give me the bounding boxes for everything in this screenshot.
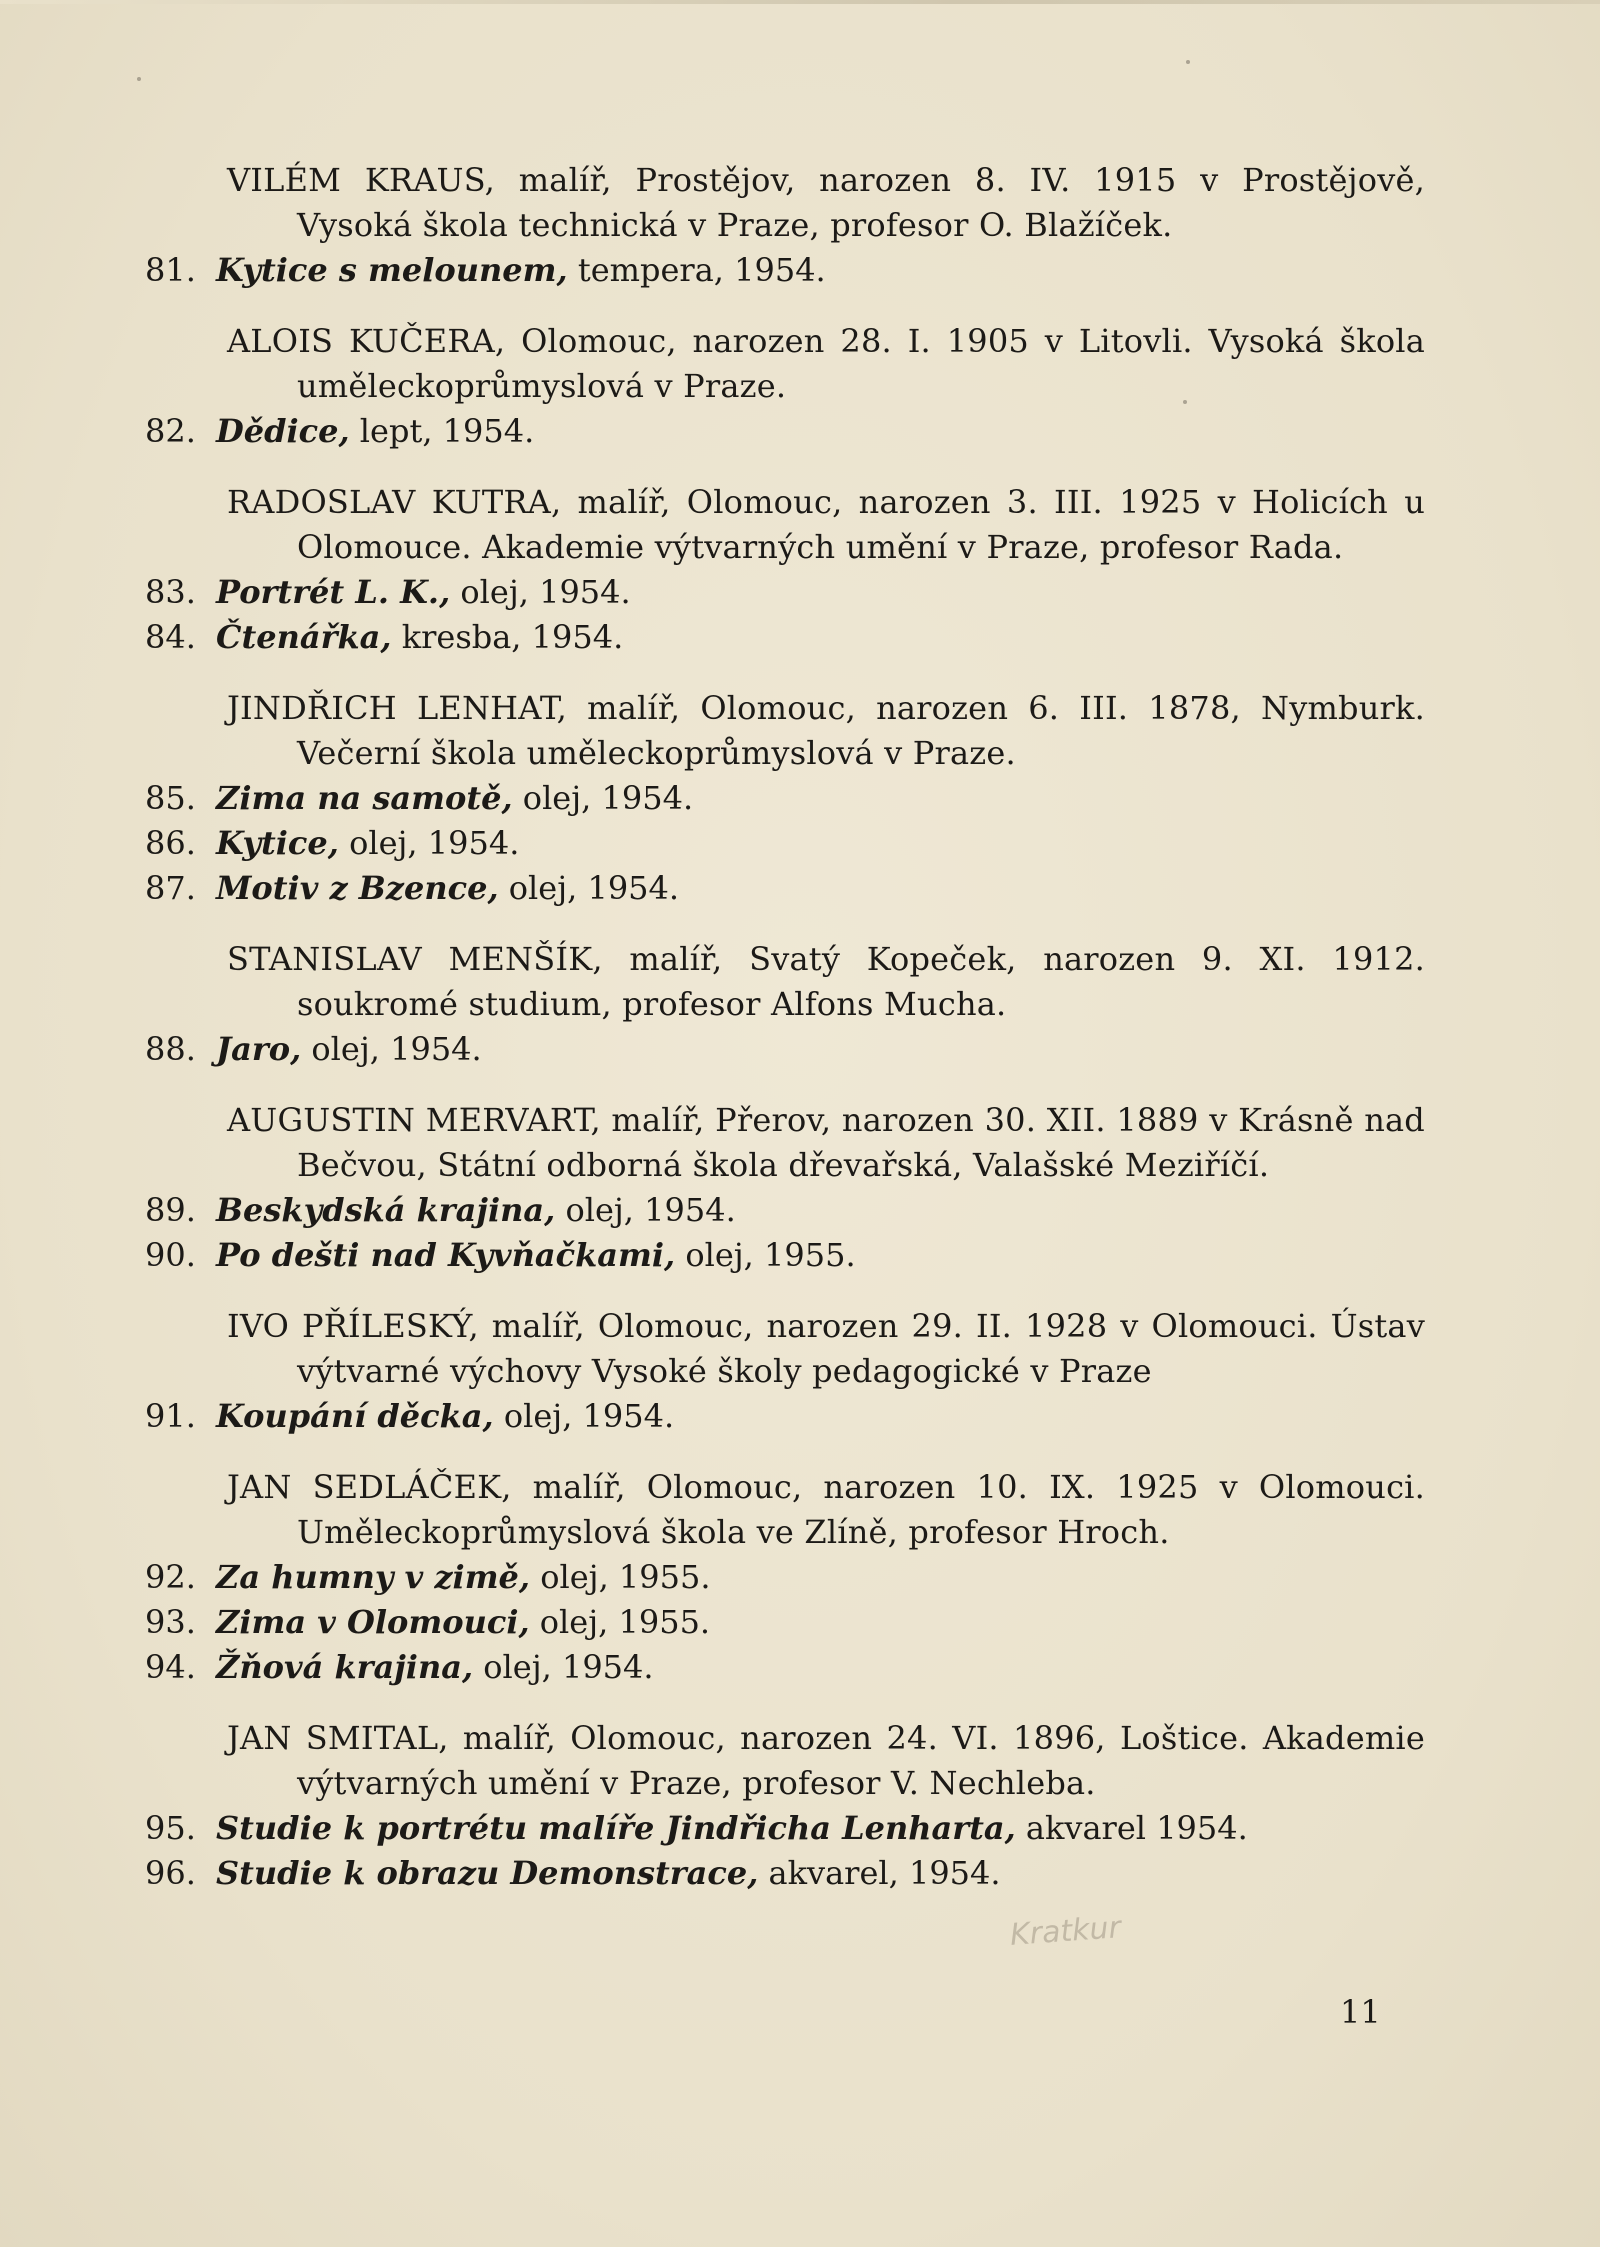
artwork-number: 95. <box>145 1809 196 1847</box>
entry-gap <box>145 1690 1425 1716</box>
artwork-item <box>145 1233 1425 1278</box>
artwork-text <box>216 1188 736 1233</box>
entry-gap <box>145 911 1425 937</box>
artwork-details: olej, 1954. <box>512 779 694 817</box>
artwork-number: 96. <box>145 1854 196 1892</box>
top-edge <box>0 0 1600 4</box>
artwork-text <box>216 1027 482 1072</box>
artwork-number: 91. <box>145 1397 196 1435</box>
artwork-details: olej, 1955. <box>675 1236 856 1274</box>
artwork-text <box>216 1645 654 1690</box>
artist-entry: AUGUSTIN MERVART, malíř, Přerov, narozen 30. XII. 1889 v Krásně nad Bečvou, Státní odborná škola dřevařská, Valašské Meziříčí. <box>227 1101 1425 1184</box>
artist-entry: JAN SMITAL, malíř, Olomouc, narozen 24. VI. 1896, Loštice. Akademie výtvarných umění v Praze, profesor V. Nechleba. <box>227 1719 1425 1802</box>
artist-entry: JINDŘICH LENHAT, malíř, Olomouc, narozen 6. III. 1878, Nymburk. Večerní škola uměleckoprůmyslová v Praze. <box>227 689 1425 772</box>
artwork-title: Beskydská krajina, <box>216 1191 556 1229</box>
artwork-title: Čtenářka, <box>216 618 392 656</box>
artwork-text <box>216 1555 711 1600</box>
artwork-title: Za humny v zimě, <box>216 1558 531 1596</box>
entry-gap <box>145 660 1425 686</box>
artwork-details: akvarel, 1954. <box>758 1854 1001 1892</box>
artist-entry: JAN SEDLÁČEK, malíř, Olomouc, narozen 10. IX. 1925 v Olomouci. Uměleckoprůmyslová škola ve Zlíně, profesor Hroch. <box>227 1468 1425 1551</box>
paper-speck <box>137 77 141 81</box>
artwork-text <box>216 248 826 293</box>
artwork-details: olej, 1954. <box>338 824 520 862</box>
artist-entry: ALOIS KUČERA, Olomouc, narozen 28. I. 1905 v Litovli. Vysoká škola uměleckoprůmyslová v Praze. <box>227 322 1425 405</box>
paper-speck <box>1186 60 1190 64</box>
entry-gap <box>145 1278 1425 1304</box>
artist-entry: RADOSLAV KUTRA, malíř, Olomouc, narozen 3. III. 1925 v Holicích u Olomouce. Akademie výtvarných umění v Praze, profesor Rada. <box>227 483 1425 566</box>
artist-entry: IVO PŘÍLESKÝ, malíř, Olomouc, narozen 29. II. 1928 v Olomouci. Ústav výtvarné výchovy Vysoké školy pedagogické v Praze <box>227 1307 1425 1390</box>
artwork-item <box>145 866 1425 911</box>
artwork-details: olej, 1954. <box>555 1191 736 1229</box>
artwork-title: Koupání děcka, <box>216 1397 494 1435</box>
artwork-details: olej, 1954. <box>498 869 680 907</box>
artwork-item <box>145 1851 1425 1896</box>
artwork-number: 82. <box>145 412 196 450</box>
artwork-title: Studie k portrétu malíře Jindřicha Lenharta, <box>216 1809 1016 1847</box>
artwork-item <box>145 1645 1425 1690</box>
artwork-text <box>216 409 534 454</box>
artwork-number: 87. <box>145 869 196 907</box>
page-number: 11 <box>1340 1993 1381 2031</box>
artwork-title: Zima na samotě, <box>216 779 513 817</box>
artwork-title: Kytice, <box>216 824 339 862</box>
artwork-details: olej, 1954. <box>493 1397 675 1435</box>
artwork-item <box>145 1394 1425 1439</box>
artwork-number: 83. <box>145 573 196 611</box>
artwork-number: 86. <box>145 824 196 862</box>
entry-gap <box>145 1072 1425 1098</box>
artwork-item <box>145 248 1425 293</box>
artwork-item <box>145 1600 1425 1645</box>
artwork-item <box>145 615 1425 660</box>
artwork-number: 92. <box>145 1558 196 1596</box>
artwork-text <box>216 866 679 911</box>
artwork-details: olej, 1954. <box>301 1030 482 1068</box>
artwork-title: Po dešti nad Kyvňačkami, <box>216 1236 676 1274</box>
artwork-number: 88. <box>145 1030 196 1068</box>
artwork-details: olej, 1955. <box>530 1558 711 1596</box>
artwork-details: tempera, 1954. <box>567 251 826 289</box>
artwork-title: Kytice s melounem, <box>216 251 568 289</box>
artwork-text <box>216 821 519 866</box>
artist-entry: STANISLAV MENŠÍK, malíř, Svatý Kopeček, narozen 9. XI. 1912. soukromé studium, profesor Alfons Mucha. <box>227 940 1425 1023</box>
artwork-item <box>145 821 1425 866</box>
artwork-title: Žňová krajina, <box>216 1648 474 1686</box>
artwork-details: akvarel 1954. <box>1015 1809 1248 1847</box>
artwork-item <box>145 1027 1425 1072</box>
artist-entry: VILÉM KRAUS, malíř, Prostějov, narozen 8. IV. 1915 v Prostějově, Vysoká škola technická v Praze, profesor O. Blažíček. <box>227 161 1425 244</box>
artwork-title: Studie k obrazu Demonstrace, <box>216 1854 759 1892</box>
artwork-text <box>216 1806 1248 1851</box>
artwork-item <box>145 409 1425 454</box>
artwork-item <box>145 570 1425 615</box>
artwork-text <box>216 1851 1001 1896</box>
artwork-item <box>145 776 1425 821</box>
artwork-details: olej, 1954. <box>473 1648 654 1686</box>
artwork-number: 90. <box>145 1236 196 1274</box>
artwork-title: Zima v Olomouci, <box>216 1603 530 1641</box>
artwork-title: Portrét L. K., <box>216 573 451 611</box>
artwork-number: 93. <box>145 1603 196 1641</box>
artwork-item <box>145 1555 1425 1600</box>
artwork-text <box>216 1600 710 1645</box>
artwork-item <box>145 1188 1425 1233</box>
artwork-text <box>216 615 623 660</box>
artwork-number: 84. <box>145 618 196 656</box>
catalog-list <box>145 158 1425 1896</box>
artwork-details: kresba, 1954. <box>391 618 624 656</box>
artwork-details: olej, 1954. <box>450 573 631 611</box>
artwork-number: 81. <box>145 251 196 289</box>
artwork-title: Dědice, <box>216 412 350 450</box>
artwork-item <box>145 1806 1425 1851</box>
artwork-text <box>216 776 693 821</box>
artwork-number: 94. <box>145 1648 196 1686</box>
artwork-number: 89. <box>145 1191 196 1229</box>
entry-gap <box>145 454 1425 480</box>
artwork-number: 85. <box>145 779 196 817</box>
pencil-signature: Kratkur <box>1008 1910 1122 1953</box>
artwork-title: Jaro, <box>216 1030 302 1068</box>
entry-gap <box>145 293 1425 319</box>
artwork-details: olej, 1955. <box>529 1603 711 1641</box>
artwork-text <box>216 570 631 615</box>
artwork-text <box>216 1233 856 1278</box>
artwork-title: Motiv z Bzence, <box>216 869 499 907</box>
artwork-text <box>216 1394 674 1439</box>
artwork-details: lept, 1954. <box>349 412 535 450</box>
entry-gap <box>145 1439 1425 1465</box>
